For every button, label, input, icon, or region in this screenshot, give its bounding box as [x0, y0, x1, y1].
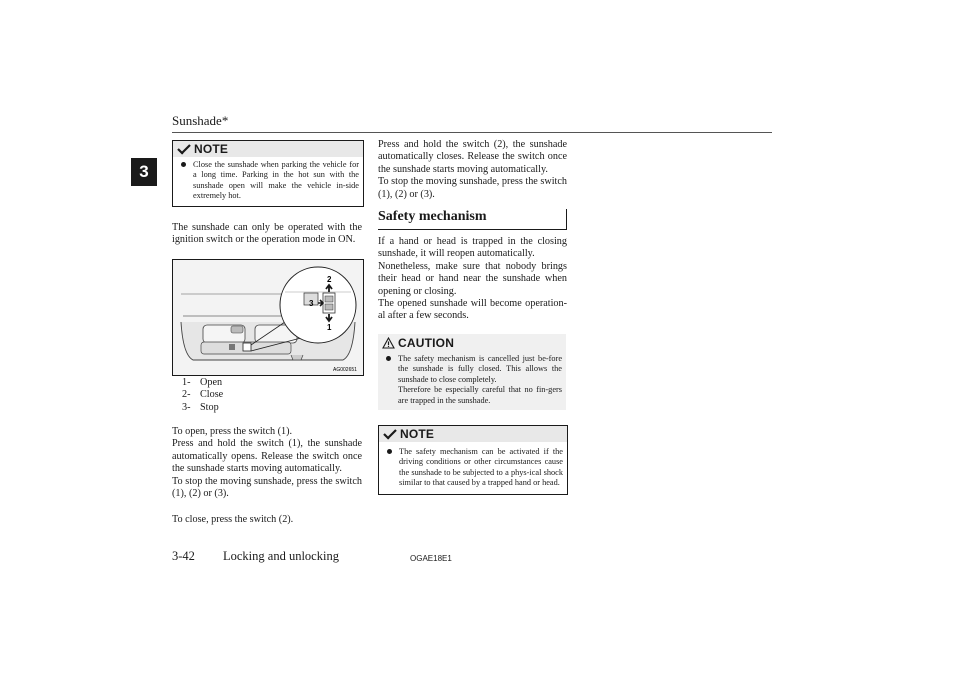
- safety-p1: If a hand or head is trapped in the closing sunshade, it will reopen automatically.: [378, 236, 567, 260]
- callout-3: 3: [309, 299, 314, 308]
- figure-code: AG002651: [333, 367, 357, 373]
- callout-1: 1: [327, 323, 332, 332]
- legend-item: 2- Close: [182, 389, 224, 401]
- section-title: Sunshade*: [172, 113, 229, 128]
- close-instructions: To close, press the switch (2).: [172, 514, 294, 525]
- caution-item-text: Therefore be especially careful that no fin-gers are trapped in the sunshade.: [398, 385, 562, 405]
- chapter-title: Locking and unlocking: [223, 549, 339, 563]
- caution-item: [378, 351, 566, 410]
- note-item-text: The safety mechanism can be activated if the driving conditions or other circumstances cause the sunshade to be subjected to a phys-ical shock similar to that caused by a trapped hand or head.: [399, 447, 563, 488]
- caution-item-text: The safety mechanism is cancelled just be-fore the sunshade is fully closed. This allows the sunshade to close completely.: [398, 354, 562, 384]
- header-rule: [172, 132, 772, 133]
- callout-2: 2: [327, 275, 332, 284]
- legend-item: 3- Stop: [182, 401, 219, 413]
- close-hold-text: Press and hold the switch (2), the sunshade automatically closes. Release the switch once the sunshade starts moving automatically.: [378, 139, 567, 175]
- safety-paragraphs: [378, 236, 567, 323]
- bullet-icon: [181, 162, 186, 167]
- chapter-tab: 3: [131, 158, 157, 186]
- bullet-icon: [387, 449, 392, 454]
- note-box-header: [379, 426, 567, 442]
- document-code: OGAE18E1: [410, 554, 452, 563]
- close-stop-text: To stop the moving sunshade, press the switch (1), (2) or (3).: [378, 176, 567, 200]
- sunshade-switch-figure: [172, 259, 364, 376]
- note-item: [173, 157, 363, 206]
- figure-legend: [182, 377, 302, 414]
- note-item-text: Close the sunshade when parking the vehicle for a long time. Parking in the hot sun with the sunshade open will make the vehicle in-side extremely hot.: [193, 160, 359, 201]
- note-check-icon: [177, 144, 191, 155]
- page-number: 3-42: [172, 549, 195, 563]
- safety-p2: Nonetheless, make sure that nobody brings their head or hand near the sunshade when opening or closing.: [378, 260, 567, 297]
- open-text: To open, press the switch (1).: [172, 426, 293, 437]
- legend-item: 1- Open: [182, 377, 223, 388]
- open-instructions: [172, 426, 362, 500]
- bullet-icon: [386, 356, 391, 361]
- open-stop-text: To stop the moving sunshade, press the switch (1), (2) or (3).: [172, 475, 362, 500]
- close-hold-paragraph: [378, 139, 567, 201]
- note-title: NOTE: [400, 427, 435, 441]
- note-check-icon: [383, 429, 397, 440]
- overhead-console-illustration: [173, 260, 363, 375]
- note-box-right: [378, 425, 568, 495]
- warning-triangle-icon: [382, 337, 395, 349]
- intro-paragraph: The sunshade can only be operated with the ignition switch or the operation mode in ON.: [172, 222, 362, 246]
- caution-box: [378, 334, 566, 410]
- caution-title: CAUTION: [398, 335, 455, 350]
- caution-box-header: [378, 334, 566, 351]
- note-box-header: [173, 141, 363, 157]
- note-title: NOTE: [194, 142, 229, 156]
- safety-p3: The opened sunshade will become operation-al after a few seconds.: [378, 298, 567, 322]
- note-item: [379, 442, 567, 494]
- note-box-left: [172, 140, 364, 207]
- open-hold-text: Press and hold the switch (1), the sunshade automatically opens. Release the switch once the sunshade starts moving automatically.: [172, 438, 362, 475]
- safety-heading: Safety mechanism: [378, 209, 567, 230]
